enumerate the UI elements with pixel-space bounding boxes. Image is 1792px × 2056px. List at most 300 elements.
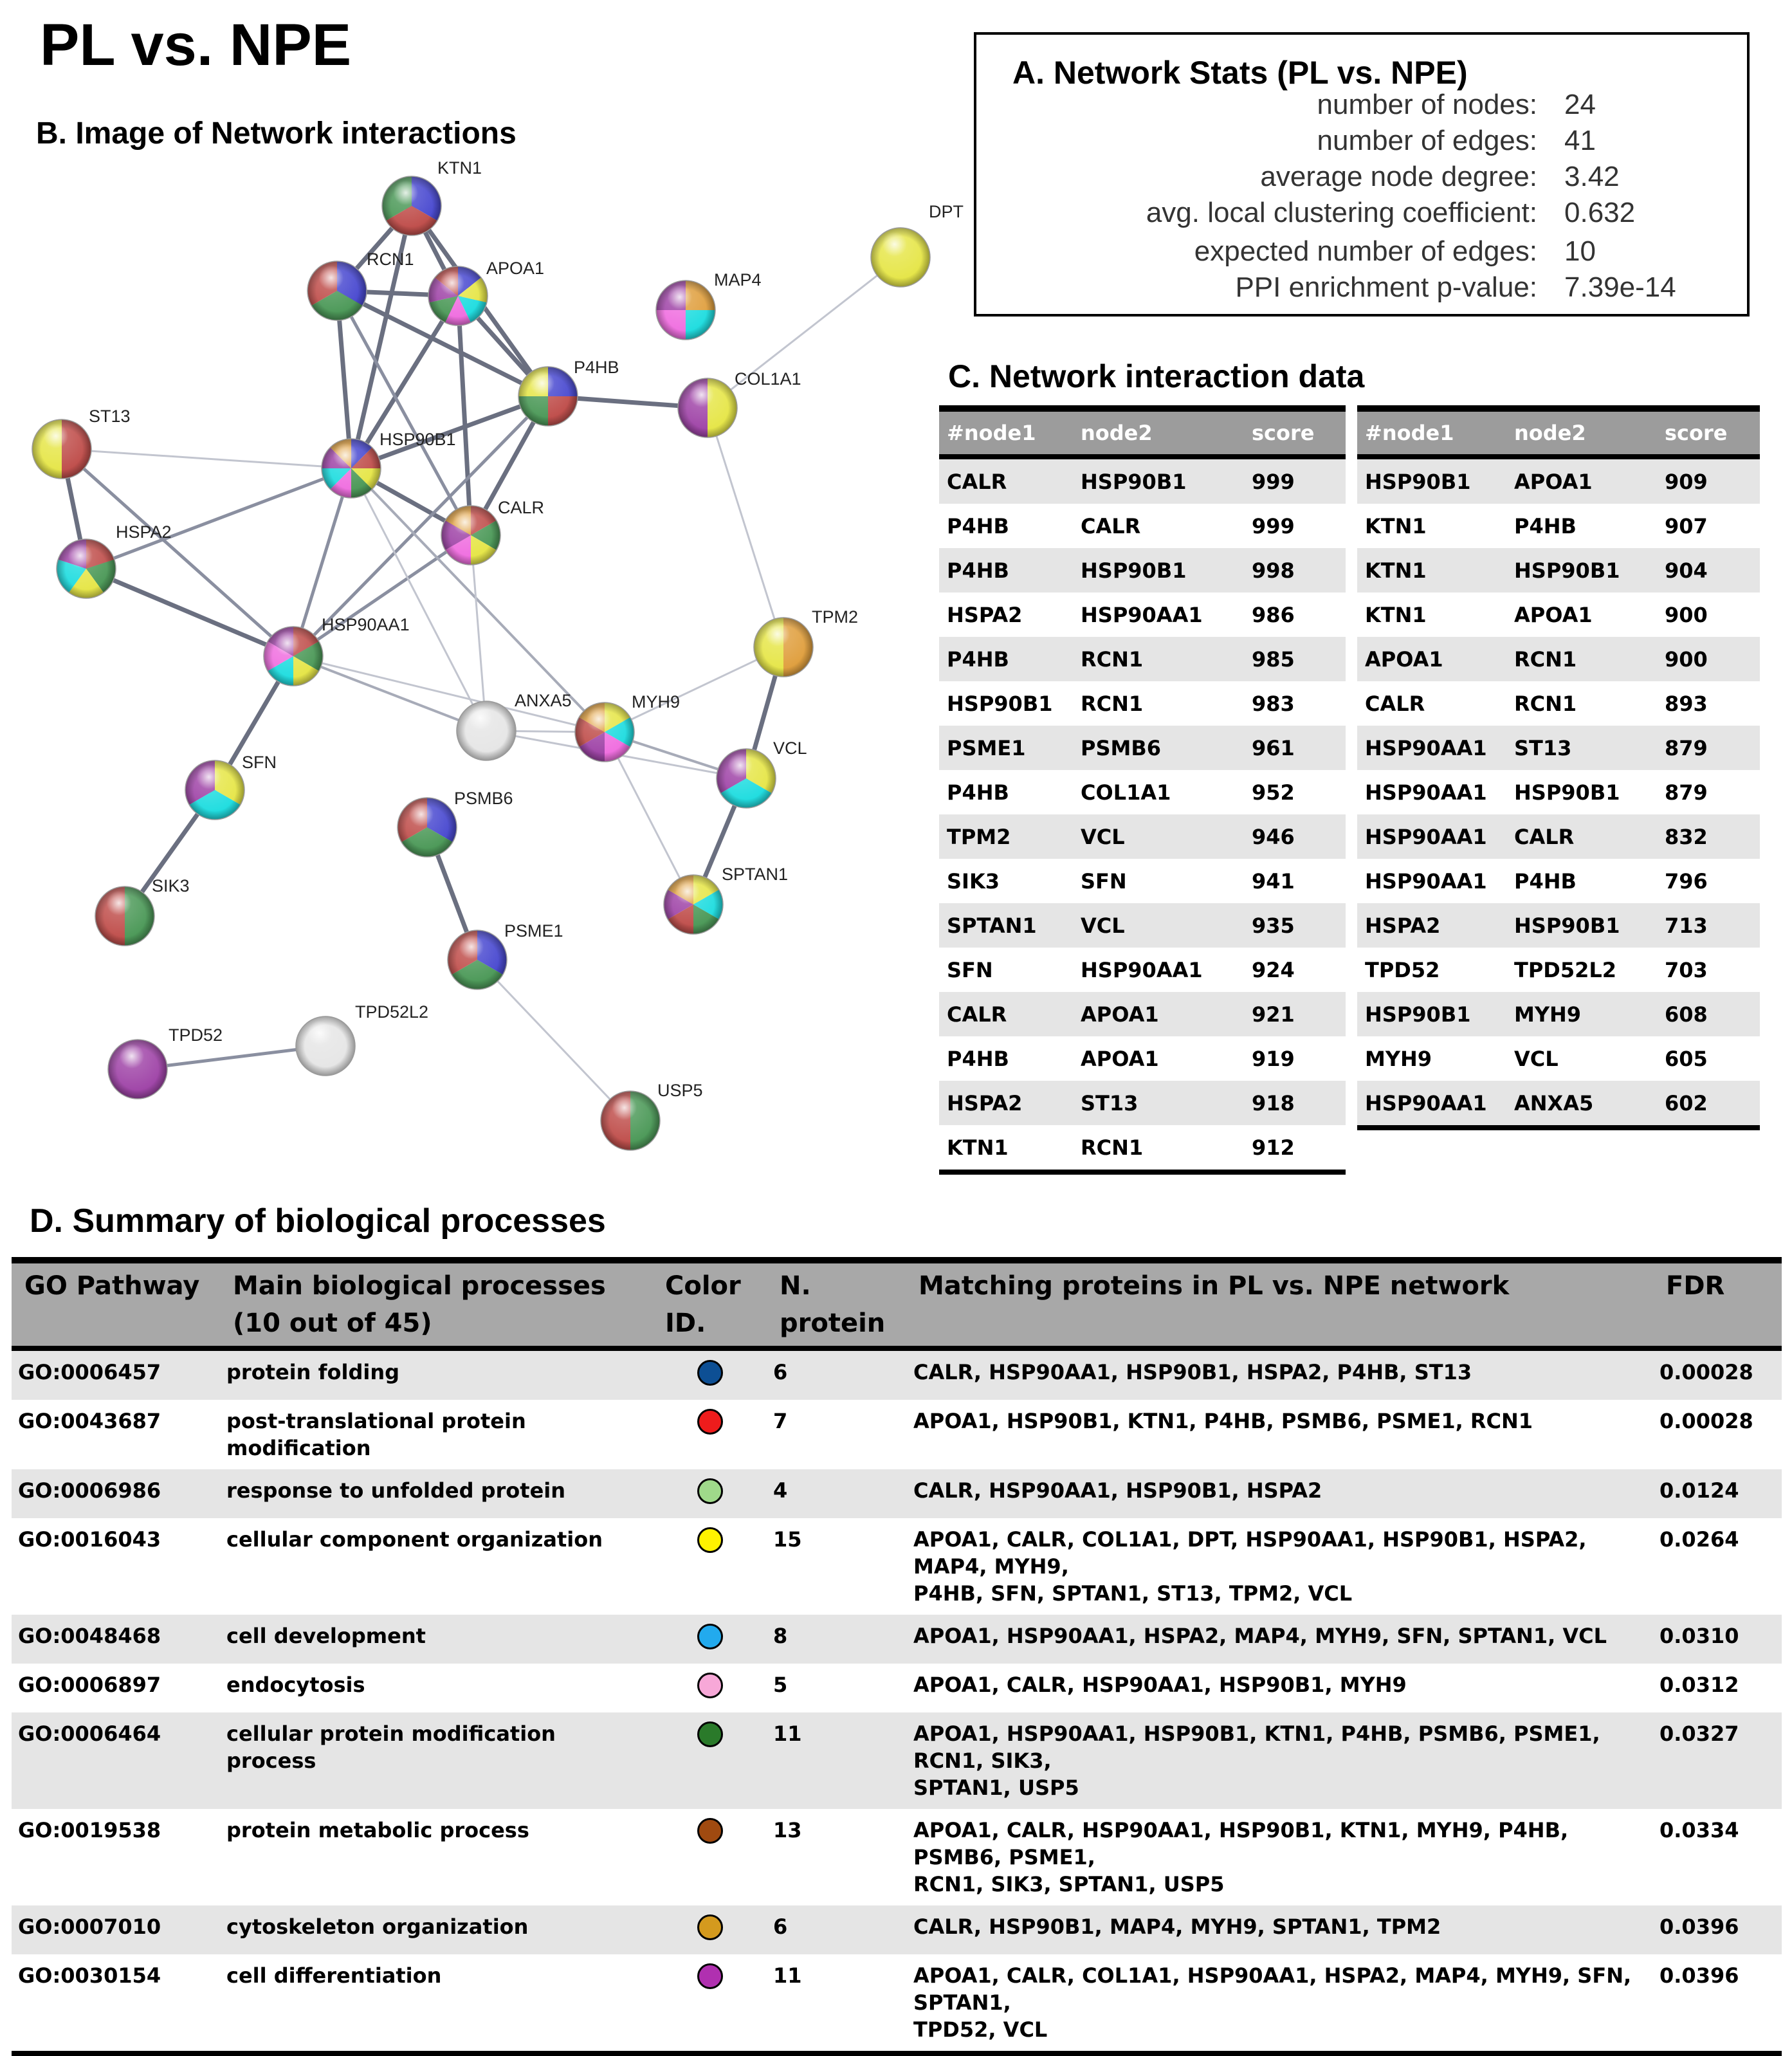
node-highlight [678, 378, 737, 437]
table-row [939, 1125, 1346, 1172]
fdr-cell: 0.0310 [1653, 1615, 1782, 1664]
table-row [1357, 903, 1760, 948]
node2-cell: HSP90B1 [1073, 457, 1244, 504]
node-psmb6[interactable] [398, 789, 513, 857]
node-p4hb[interactable] [518, 358, 619, 426]
node1-cell: HSP90B1 [1357, 457, 1506, 504]
node1-cell: HSPA2 [939, 1081, 1073, 1125]
process-row [12, 1348, 1782, 1400]
score-cell: 904 [1657, 548, 1760, 592]
node-highlight [307, 261, 367, 320]
protein-count-cell: 11 [767, 1954, 899, 2053]
node-label: TPM2 [812, 607, 859, 627]
table-row [939, 637, 1346, 681]
node1-cell: HSP90B1 [1357, 992, 1506, 1036]
table-row [939, 1081, 1346, 1125]
score-cell: 909 [1657, 457, 1760, 504]
score-cell: 602 [1657, 1081, 1760, 1128]
color-id-cell [652, 1954, 767, 2053]
process-row [12, 1518, 1782, 1615]
protein-count-cell: 6 [767, 1905, 899, 1954]
score-cell: 912 [1244, 1125, 1346, 1172]
fdr-cell: 0.0334 [1659, 1818, 1739, 1842]
table-row [1357, 948, 1760, 992]
node1-cell: HSP90AA1 [1365, 868, 1487, 894]
column-header: node2 [1073, 408, 1244, 457]
node2-cell: PSMB6 [1073, 726, 1244, 770]
node-label: P4HB [574, 358, 619, 377]
node-highlight [871, 228, 930, 287]
protein-count-cell: 8 [767, 1615, 899, 1664]
stat-label: average node degree: [1260, 161, 1537, 192]
color-id-cell [652, 1809, 767, 1905]
node-highlight [428, 266, 488, 326]
node-highlight [322, 439, 381, 498]
interaction-table-right [1357, 405, 1760, 1130]
protein-count-cell: 5 [773, 1673, 788, 1697]
node1-cell: MYH9 [1365, 1046, 1432, 1071]
color-swatch [697, 1409, 723, 1435]
node1-cell: P4HB [947, 780, 1009, 805]
edge-ktn1-hsp90b1 [351, 206, 412, 468]
process-name-cell: protein folding [220, 1348, 652, 1400]
node-highlight [717, 749, 776, 808]
protein-count-cell: 13 [773, 1818, 802, 1842]
process-name-cell: endocytosis [226, 1673, 365, 1697]
node2-cell: SFN [1081, 868, 1127, 894]
page-title: PL vs. NPE [40, 12, 352, 78]
node2-cell: HSP90B1 [1514, 780, 1620, 805]
process-name-cell: cellular component organization [226, 1527, 603, 1552]
score-cell: 919 [1252, 1046, 1295, 1071]
score-cell: 941 [1252, 868, 1295, 894]
table-row [939, 681, 1346, 726]
score-cell: 935 [1244, 903, 1346, 948]
column-header: Matching proteins in PL vs. NPE network [899, 1260, 1653, 1348]
go-pathway-cell: GO:0007010 [12, 1905, 220, 1954]
process-row [12, 1664, 1782, 1712]
node-highlight [95, 886, 154, 946]
stat-label: number of edges: [1317, 125, 1537, 156]
node-map4[interactable] [656, 270, 762, 340]
node2-cell: HSP90B1 [1506, 903, 1657, 948]
process-row [12, 1615, 1782, 1664]
process-name-cell: cellular protein modification process [220, 1712, 652, 1809]
node2-cell: ST13 [1506, 726, 1657, 770]
node-highlight [398, 798, 457, 857]
node-label: TPD52 [169, 1025, 223, 1045]
table-row [939, 726, 1346, 770]
color-swatch [697, 1360, 723, 1386]
node2-cell: CALR [1506, 814, 1657, 859]
process-row [12, 1400, 1782, 1469]
node1-cell: HSP90AA1 [1357, 814, 1506, 859]
node2-cell: COL1A1 [1081, 780, 1171, 805]
go-pathway-cell: GO:0006897 [18, 1673, 161, 1697]
node-highlight [108, 1040, 167, 1099]
node1-cell: KTN1 [1365, 513, 1427, 538]
go-pathway-cell: GO:0006986 [12, 1469, 220, 1518]
node1-cell: P4HB [939, 548, 1073, 592]
color-id-cell [652, 1400, 767, 1469]
node1-cell: HSP90AA1 [1365, 780, 1487, 805]
node-dpt[interactable] [871, 202, 964, 287]
table-row [1357, 726, 1760, 770]
node1-cell: P4HB [947, 1046, 1009, 1071]
column-header: Main biological processes (10 out of 45) [220, 1260, 652, 1348]
node-label: SIK3 [152, 876, 190, 895]
score-cell: 924 [1252, 957, 1295, 982]
stat-label: avg. local clustering coefficient: [1146, 197, 1537, 228]
stat-value: 10 [1564, 235, 1596, 267]
column-header: N. protein [767, 1260, 899, 1348]
node2-cell: VCL [1073, 814, 1244, 859]
node2-cell: RCN1 [1081, 691, 1144, 716]
process-row [12, 1809, 1782, 1905]
node-highlight [575, 702, 634, 762]
node1-cell: CALR [939, 992, 1073, 1036]
table-row [939, 548, 1346, 592]
node-col1a1[interactable] [678, 369, 801, 437]
matching-proteins-cell: CALR, HSP90AA1, HSP90B1, HSPA2, P4HB, ST13 [899, 1348, 1653, 1400]
process-name-cell: cell differentiation [220, 1954, 652, 2053]
fdr-cell: 0.00028 [1659, 1409, 1753, 1433]
edge-hspa2-hsp90b1 [86, 468, 351, 569]
score-cell: 832 [1657, 814, 1760, 859]
node1-cell: CALR [939, 457, 1073, 504]
matching-proteins-cell: APOA1, HSP90AA1, HSPA2, MAP4, MYH9, SFN, SPTAN1, VCL [899, 1615, 1653, 1664]
node-sik3[interactable] [95, 876, 190, 946]
stat-value: 24 [1564, 89, 1596, 120]
bio-processes-table [12, 1257, 1782, 2056]
fdr-cell: 0.0396 [1653, 1905, 1782, 1954]
node2-cell: VCL [1073, 903, 1244, 948]
node1-cell: PSME1 [939, 726, 1073, 770]
edge-psme1-usp5 [477, 960, 630, 1121]
node-usp5[interactable] [601, 1081, 703, 1150]
protein-count-cell: 6 [767, 1348, 899, 1400]
score-cell: 907 [1665, 513, 1708, 538]
edge-hsp90aa1-calr [293, 535, 471, 656]
node1-cell: HSP90AA1 [1357, 726, 1506, 770]
node-highlight [264, 627, 323, 686]
score-cell: 985 [1244, 637, 1346, 681]
node-label: HSPA2 [116, 522, 172, 542]
protein-count-cell: 15 [773, 1527, 802, 1552]
score-cell: 796 [1665, 868, 1708, 894]
stat-label: expected number of edges: [1194, 235, 1537, 267]
score-cell: 879 [1665, 780, 1708, 805]
stat-value: 0.632 [1564, 197, 1636, 228]
table-row [939, 903, 1346, 948]
color-id-cell [652, 1348, 767, 1400]
node-label: USP5 [657, 1081, 703, 1100]
node2-cell: P4HB [1514, 868, 1577, 894]
node-label: PSME1 [504, 921, 563, 941]
node-highlight [754, 618, 813, 677]
table-row [1357, 504, 1760, 548]
column-header: Color ID. [652, 1260, 767, 1348]
column-header: node2 [1506, 408, 1657, 457]
score-cell: 918 [1244, 1081, 1346, 1125]
matching-proteins-cell: APOA1, CALR, COL1A1, DPT, HSP90AA1, HSP90B1, HSPA2, MAP4, MYH9, P4HB, SFN, SPTAN1, ST13, TPM2, VCL [913, 1527, 1587, 1606]
bio-processes-title: D. Summary of biological processes [30, 1202, 606, 1240]
stat-value: 7.39e-14 [1564, 271, 1676, 303]
edge-col1a1-tpm2 [708, 408, 783, 647]
node-highlight [296, 1016, 355, 1076]
node-label: ANXA5 [515, 691, 572, 710]
node2-cell: RCN1 [1506, 637, 1657, 681]
node-hspa2[interactable] [57, 522, 172, 598]
score-cell: 608 [1657, 992, 1760, 1036]
table-row [939, 592, 1346, 637]
node2-cell: P4HB [1514, 513, 1577, 538]
node1-cell: CALR [1365, 691, 1425, 716]
score-cell: 703 [1665, 957, 1708, 982]
fdr-cell: 0.0327 [1653, 1712, 1782, 1809]
protein-count-cell: 11 [767, 1712, 899, 1809]
process-row [12, 1954, 1782, 2053]
node-label: MAP4 [714, 270, 762, 289]
network-nodes [32, 158, 964, 1150]
color-id-cell [652, 1615, 767, 1664]
node1-cell: APOA1 [1357, 637, 1506, 681]
column-header: GO Pathway [12, 1260, 220, 1348]
protein-count-cell: 7 [773, 1409, 788, 1433]
matching-proteins-cell: CALR, HSP90B1, MAP4, MYH9, SPTAN1, TPM2 [899, 1905, 1653, 1954]
node-label: ST13 [89, 407, 131, 426]
node-apoa1[interactable] [428, 259, 544, 326]
table-row [1357, 770, 1760, 814]
node2-cell: HSP90B1 [1073, 548, 1244, 592]
matching-proteins-cell: APOA1, HSP90AA1, HSP90B1, KTN1, P4HB, PSMB6, PSME1, RCN1, SIK3, SPTAN1, USP5 [899, 1712, 1653, 1809]
node1-cell: HSP90B1 [947, 691, 1053, 716]
node-label: HSP90B1 [379, 430, 456, 449]
fdr-cell: 0.0124 [1653, 1469, 1782, 1518]
node2-cell: APOA1 [1514, 602, 1593, 627]
node-ktn1[interactable] [382, 158, 482, 235]
process-row [12, 1469, 1782, 1518]
fdr-cell: 0.00028 [1653, 1348, 1782, 1400]
node-hsp90aa1[interactable] [264, 615, 410, 686]
go-pathway-cell: GO:0006457 [12, 1348, 220, 1400]
table-row [1357, 592, 1760, 637]
node2-cell: CALR [1081, 513, 1141, 538]
node-highlight [185, 760, 244, 820]
node1-cell: KTN1 [1357, 548, 1506, 592]
node-label: HSP90AA1 [322, 615, 410, 634]
node-label: COL1A1 [735, 369, 801, 389]
color-id-cell [652, 1664, 767, 1712]
node2-cell: HSP90AA1 [1081, 957, 1203, 982]
node-highlight [664, 875, 723, 934]
node2-cell: RCN1 [1073, 1125, 1244, 1172]
color-swatch [697, 1673, 723, 1698]
node-label: CALR [498, 498, 545, 517]
score-cell: 879 [1657, 726, 1760, 770]
table-row [1357, 992, 1760, 1036]
node-vcl[interactable] [717, 739, 807, 808]
fdr-cell: 0.0264 [1659, 1527, 1739, 1552]
node-label: SFN [242, 753, 277, 772]
node1-cell: HSPA2 [947, 602, 1023, 627]
color-swatch [697, 1624, 723, 1649]
score-cell: 983 [1252, 691, 1295, 716]
node-rcn1[interactable] [307, 250, 414, 320]
color-swatch [697, 1527, 723, 1553]
node-label: MYH9 [632, 692, 681, 711]
node-highlight [32, 419, 91, 479]
process-name-cell: cell development [220, 1615, 652, 1664]
table-row [939, 770, 1346, 814]
node1-cell: HSPA2 [1357, 903, 1506, 948]
process-name-cell: post-translational protein modification [226, 1409, 526, 1460]
node-label: APOA1 [486, 259, 545, 278]
column-header: #node1 [939, 408, 1073, 457]
color-id-cell [652, 1905, 767, 1954]
edge-hsp90aa1-anxa5 [293, 656, 486, 731]
matching-proteins-cell: APOA1, CALR, HSP90AA1, HSP90B1, MYH9 [913, 1673, 1407, 1697]
node-anxa5[interactable] [457, 691, 572, 760]
node-highlight [448, 930, 507, 989]
node-highlight [518, 367, 578, 426]
network-graph [0, 142, 965, 1171]
go-pathway-cell: GO:0006464 [12, 1712, 220, 1809]
color-swatch [697, 1721, 723, 1747]
node-label: PSMB6 [454, 789, 513, 808]
stat-value: 3.42 [1564, 161, 1620, 192]
node-label: DPT [929, 202, 964, 221]
protein-count-cell: 4 [767, 1469, 899, 1518]
node1-cell: KTN1 [939, 1125, 1073, 1172]
node-highlight [656, 280, 715, 340]
stat-value: 41 [1564, 125, 1596, 156]
table-row [939, 948, 1346, 992]
node-st13[interactable] [32, 407, 131, 479]
node1-cell: TPM2 [939, 814, 1073, 859]
score-cell: 999 [1252, 513, 1295, 538]
node1-cell: HSP90AA1 [1357, 1081, 1506, 1128]
score-cell: 946 [1244, 814, 1346, 859]
node2-cell: TPD52L2 [1514, 957, 1617, 982]
matching-proteins-cell: APOA1, HSP90B1, KTN1, P4HB, PSMB6, PSME1, RCN1 [913, 1409, 1533, 1433]
table-row [1357, 548, 1760, 592]
node-sptan1[interactable] [664, 865, 788, 934]
node-tpd52l2[interactable] [296, 1002, 428, 1076]
table-row [1357, 1036, 1760, 1081]
node1-cell: TPD52 [1365, 957, 1440, 982]
node-highlight [57, 539, 116, 598]
node-label: SPTAN1 [722, 865, 789, 884]
process-row [12, 1712, 1782, 1809]
matching-proteins-cell: CALR, HSP90AA1, HSP90B1, HSPA2 [899, 1469, 1653, 1518]
node1-cell: P4HB [947, 513, 1009, 538]
table-row [939, 992, 1346, 1036]
color-id-cell [652, 1712, 767, 1809]
table-row [939, 1036, 1346, 1081]
table-row [1357, 457, 1760, 504]
table-row [1357, 814, 1760, 859]
node-highlight [441, 506, 500, 565]
fdr-cell: 0.0396 [1653, 1954, 1782, 2053]
node-tpm2[interactable] [754, 607, 858, 677]
color-swatch [697, 1963, 723, 1989]
edge-st13-hsp90b1 [62, 449, 351, 468]
node1-cell: P4HB [939, 637, 1073, 681]
node-highlight [601, 1091, 660, 1150]
stats-title: A. Network Stats (PL vs. NPE) [1012, 55, 1468, 91]
process-name-cell: response to unfolded protein [220, 1469, 652, 1518]
node2-cell: VCL [1514, 1046, 1559, 1071]
go-pathway-cell: GO:0043687 [18, 1409, 161, 1433]
score-cell: 986 [1252, 602, 1295, 627]
score-cell: 952 [1252, 780, 1295, 805]
color-swatch [697, 1914, 723, 1940]
table-row [1357, 859, 1760, 903]
matching-proteins-cell: APOA1, CALR, HSP90AA1, HSP90B1, KTN1, MYH9, P4HB, PSMB6, PSME1, RCN1, SIK3, SPTAN1, USP5 [913, 1818, 1569, 1896]
process-name-cell: cytoskeleton organization [220, 1905, 652, 1954]
table-row [1357, 637, 1760, 681]
interaction-table-title: C. Network interaction data [948, 358, 1365, 394]
edge-calr-apoa1 [458, 296, 471, 535]
table-row [939, 457, 1346, 504]
node2-cell: HSP90AA1 [1081, 602, 1203, 627]
score-cell: 999 [1244, 457, 1346, 504]
color-swatch [697, 1818, 723, 1844]
score-cell: 998 [1244, 548, 1346, 592]
go-pathway-cell: GO:0030154 [12, 1954, 220, 2053]
table-row [1357, 1081, 1760, 1128]
color-swatch [697, 1478, 723, 1504]
node2-cell: APOA1 [1073, 992, 1244, 1036]
node2-cell: ST13 [1073, 1081, 1244, 1125]
score-cell: 921 [1244, 992, 1346, 1036]
score-cell: 900 [1665, 602, 1708, 627]
node2-cell: RCN1 [1073, 637, 1244, 681]
node-highlight [457, 701, 516, 760]
go-pathway-cell: GO:0019538 [18, 1818, 161, 1842]
score-cell: 900 [1657, 637, 1760, 681]
color-id-cell [652, 1518, 767, 1615]
score-cell: 893 [1665, 691, 1708, 716]
table-row [939, 814, 1346, 859]
go-pathway-cell: GO:0048468 [12, 1615, 220, 1664]
node2-cell: APOA1 [1081, 1046, 1159, 1071]
column-header: FDR [1653, 1260, 1782, 1348]
table-row [939, 504, 1346, 548]
network-section-title: B. Image of Network interactions [36, 116, 517, 151]
column-header: score [1657, 408, 1760, 457]
score-cell: 961 [1244, 726, 1346, 770]
go-pathway-cell: GO:0016043 [18, 1527, 161, 1552]
edge-hspa2-hsp90aa1 [86, 569, 293, 656]
node1-cell: SFN [947, 957, 993, 982]
node1-cell: KTN1 [1365, 602, 1427, 627]
column-header: score [1244, 408, 1346, 457]
color-id-cell [652, 1469, 767, 1518]
node2-cell: RCN1 [1514, 691, 1577, 716]
score-cell: 605 [1665, 1046, 1708, 1071]
table-row [939, 859, 1346, 903]
node2-cell: HSP90B1 [1506, 548, 1657, 592]
node1-cell: SIK3 [947, 868, 1000, 894]
interaction-table-left [939, 405, 1346, 1175]
node-label: KTN1 [437, 158, 482, 178]
node2-cell: APOA1 [1506, 457, 1657, 504]
node2-cell: ANXA5 [1506, 1081, 1657, 1128]
column-header: #node1 [1357, 408, 1506, 457]
node-label: RCN1 [367, 250, 414, 269]
